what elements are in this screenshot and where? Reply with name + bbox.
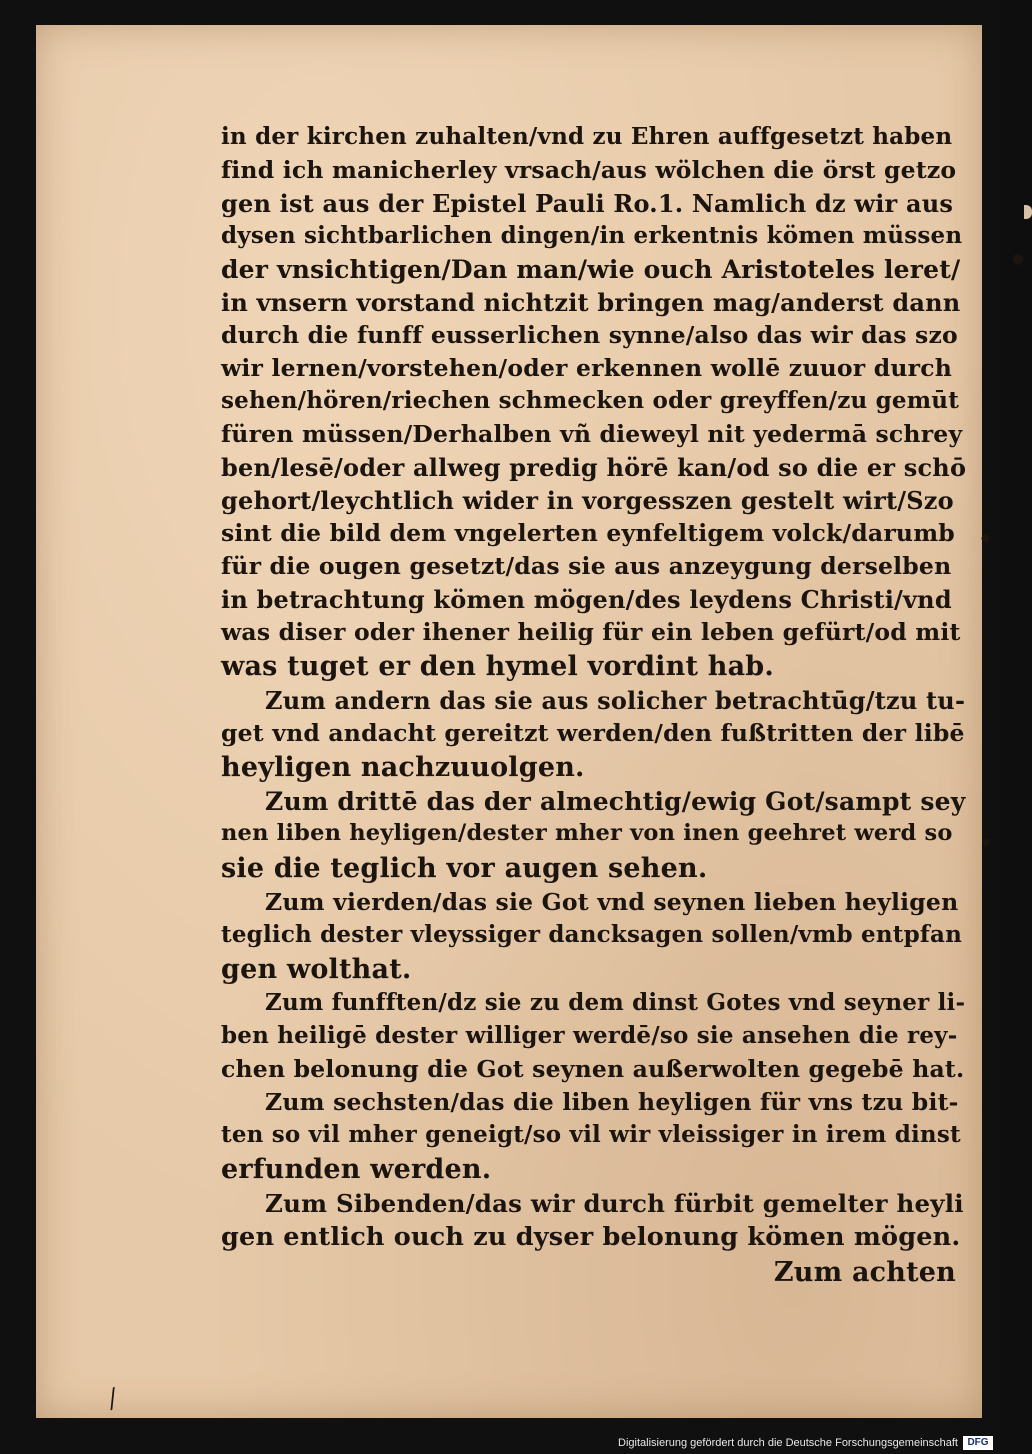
text-line: sie die teglich vor augen sehen.: [221, 853, 708, 884]
text-line: was tuget er den hymel vordint hab.: [221, 651, 774, 682]
text-line: gen ist aus der Epistel Pauli Ro.1. Namlich dz wir aus: [221, 189, 954, 218]
text-line: was diser oder ihener heilig für ein leben gefürt/od mit: [221, 618, 961, 646]
page-edge-notch: [1024, 205, 1032, 219]
paragraph-start-line: Zum Sibenden/das wir durch fürbit gemelter heyli: [265, 1189, 964, 1218]
text-line: chen belonung die Got seynen außerwolten gegebē hat.: [221, 1055, 965, 1083]
paragraph-start-line: Zum sechsten/das die liben heyligen für vns tzu bit-: [265, 1088, 959, 1116]
text-line: füren müssen/Derhalben vñ dieweyl nit yedermā schrey: [221, 420, 963, 448]
text-line: get vnd andacht gereitzt werden/den fußtritten der libē: [221, 719, 965, 747]
paragraph-start-line: Zum funfften/dz sie zu dem dinst Gotes vnd seyner li-: [265, 989, 966, 1016]
text-line: in der kirchen zuhalten/vnd zu Ehren auffgesetzt haben: [221, 123, 953, 150]
text-line: in betrachtung kömen mögen/des leydens Christi/vnd: [221, 585, 952, 614]
ink-dot: ●: [981, 533, 990, 544]
text-line: gen entlich ouch zu dyser belonung kömen mögen.: [221, 1222, 961, 1252]
text-line: ben/lesē/oder allweg predig hörē kan/od so die er schō: [221, 453, 967, 482]
text-line: für die ougen gesetzt/das sie aus anzeygung derselben: [221, 552, 952, 580]
text-line: in vnsern vorstand nichtzit bringen mag/anderst dann: [221, 288, 961, 317]
paragraph-start-line: Zum vierden/das sie Got vnd seynen lieben heyligen: [265, 888, 959, 916]
text-line: ten so vil mher geneigt/so vil wir vleissiger in irem dinst: [221, 1121, 961, 1148]
text-line: dysen sichtbarlichen dingen/in erkentnis kömen müssen: [221, 222, 963, 249]
ink-dot: ●: [1012, 251, 1025, 267]
funding-credit: Digitalisierung gefördert durch die Deutsche Forschungsgemeinschaft: [618, 1437, 958, 1449]
text-line: find ich manicherley vrsach/aus wölchen die örst getzo: [221, 156, 957, 184]
footer-bar: [0, 1434, 1000, 1454]
text-line: gen wolthat.: [221, 954, 412, 985]
text-line: teglich dester vleyssiger dancksagen sollen/vmb entpfan: [221, 921, 963, 948]
text-line: der vnsichtigen/Dan man/wie ouch Aristoteles leret/: [221, 255, 961, 284]
text-line: durch die funff eusserlichen synne/also das wir das szo: [221, 321, 958, 349]
catchword: Zum achten: [773, 1257, 956, 1288]
text-line: erfunden werden.: [221, 1154, 492, 1185]
text-line: sint die bild dem vngelerten eynfeltigem volck/darumb: [221, 519, 955, 547]
scanned-page: [36, 25, 1025, 1418]
text-line: ben heiligē dester williger werdē/so sie ansehen die rey-: [221, 1022, 958, 1049]
text-line: heyligen nachzuuolgen.: [221, 752, 585, 783]
pen-stroke-mark: ⁄: [104, 1385, 122, 1415]
text-line: sehen/hören/riechen schmecken oder greyffen/zu gemūt: [221, 387, 960, 414]
text-line: gehort/leychtlich wider in vorgesszen gestelt wirt/Szo: [221, 486, 954, 515]
dfg-logo: DFG: [963, 1436, 993, 1450]
text-line: nen liben heyligen/dester mher von inen geehret werd so: [221, 820, 953, 846]
text-line: wir lernen/vorstehen/oder erkennen wollē zuuor durch: [221, 354, 953, 382]
paragraph-start-line: Zum drittē das der almechtig/ewig Got/sampt sey: [265, 787, 966, 816]
paragraph-start-line: Zum andern das sie aus solicher betrachtūg/tzu tu-: [265, 686, 966, 715]
ink-dot: ●: [982, 837, 991, 848]
